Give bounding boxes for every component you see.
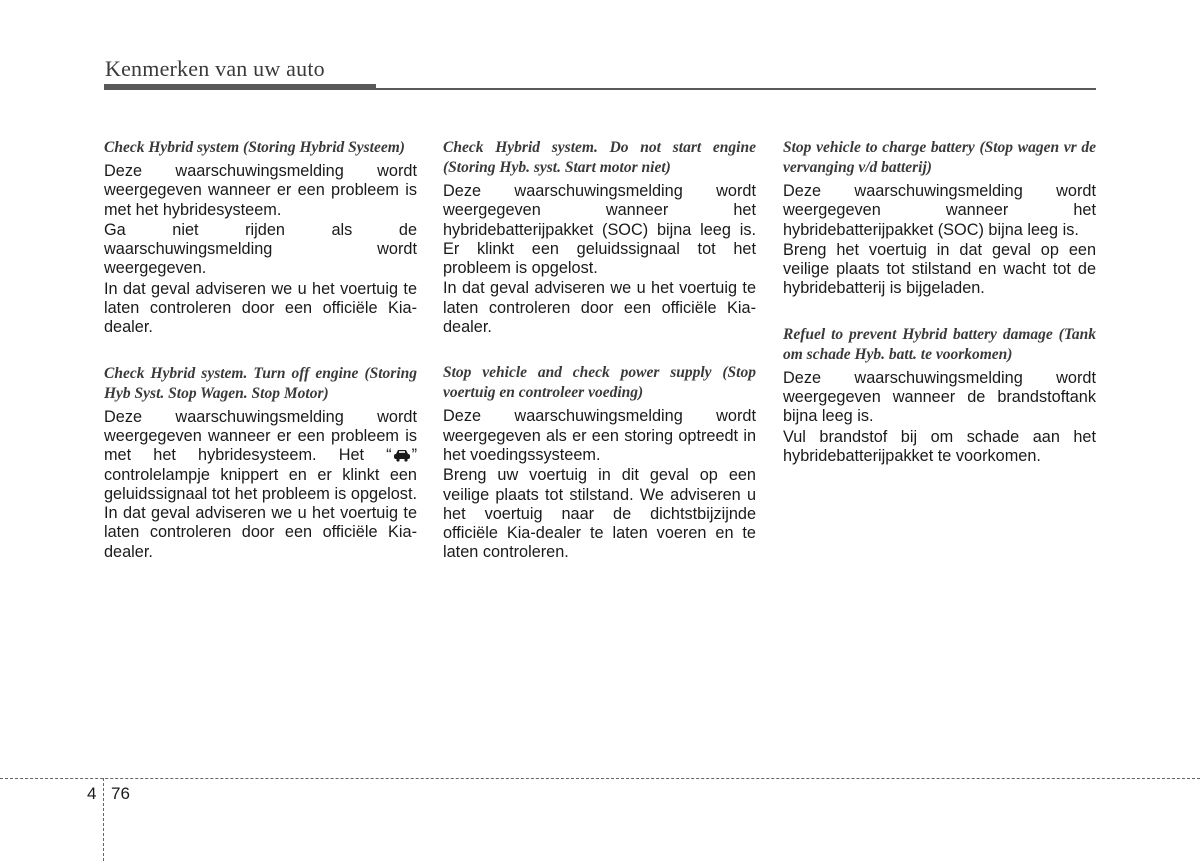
section-paragraph: Deze waarschuwingsmelding wordt weergegeven wanneer de brandstoftank bijna leeg is. xyxy=(783,368,1096,426)
section-title: Stop vehicle and check power supply (Stop voertuig en controleer voeding) xyxy=(443,364,756,402)
section-turn-off-engine xyxy=(104,364,417,562)
section-title: Stop vehicle to charge battery (Stop wagen vr de vervanging v/d batterij) xyxy=(783,139,1096,176)
section-paragraph: Deze waarschuwingsmelding wordt weergegeven wanneer het hybridebatterijpakket (SOC) bijna leeg is. Er klinkt een geluidssignaal tot het probleem is opgelost. xyxy=(443,182,756,278)
section-paragraph: In dat geval adviseren we u het voertuig te laten controleren door een officiële Kia-dealer. xyxy=(443,279,756,337)
section-title: Refuel to prevent Hybrid battery damage (Tank om schade Hyb. batt. te voorkomen) xyxy=(783,325,1096,363)
section-paragraph: Deze waarschuwingsmelding wordt weergegeven wanneer het hybridebatterijpakket (SOC) bijna leeg is. xyxy=(783,182,1096,239)
footer-dashed-vertical-rule xyxy=(103,778,104,861)
column-2 xyxy=(443,138,756,589)
section-paragraph xyxy=(104,408,417,562)
section-paragraph: Vul brandstof bij om schade aan het hybridebatterijpakket te voorkomen. xyxy=(783,427,1096,465)
column-3 xyxy=(783,138,1096,492)
section-do-not-start-engine xyxy=(443,138,756,337)
section-paragraph: Breng het voertuig in dat geval op een veilige plaats tot stilstand en wacht tot de hybridebatterij is bijgeladen. xyxy=(783,240,1096,298)
chapter-number: 4 xyxy=(87,784,97,803)
section-check-hybrid-system xyxy=(104,138,417,338)
hybrid-car-warning-icon xyxy=(392,448,412,462)
page-number: 76 xyxy=(111,784,130,803)
header-rule-thick xyxy=(104,84,376,90)
section-refuel xyxy=(783,325,1096,466)
paragraph-text-before-icon: Deze waarschuwingsmelding wordt weergegeven wanneer er een probleem is met het hybridesysteem. Het “ xyxy=(104,407,417,465)
section-paragraph: Deze waarschuwingsmelding wordt weergegeven als er een storing optreedt in het voedingssysteem. xyxy=(443,407,756,464)
header-rule-thin xyxy=(376,88,1096,90)
section-paragraph: Deze waarschuwingsmelding wordt weergegeven wanneer er een probleem is met het hybridesysteem. xyxy=(104,162,417,219)
section-charge-battery xyxy=(783,138,1096,299)
section-paragraph: Breng uw voertuig in dit geval op een veilige plaats tot stilstand. We adviseren u het voertuig naar de dichtstbijzijnde officiële Kia-dealer te laten voeren en te laten controleren. xyxy=(443,466,756,562)
section-title: Check Hybrid system. Turn off engine (Storing Hyb Syst. Stop Wagen. Stop Motor) xyxy=(104,364,417,402)
section-check-power-supply xyxy=(443,363,756,562)
section-title: Check Hybrid system (Storing Hybrid Systeem) xyxy=(104,139,405,156)
paragraph-text-after-icon: ” controlelampje knippert en er klinkt een geluidssignaal tot het probleem is opgelost. In dat geval adviseren we u het voertuig te laten controleren door een officiële Kia-dealer. xyxy=(104,446,417,561)
section-paragraph: Ga niet rijden als de waarschuwingsmelding wordt weergegeven. xyxy=(104,220,417,278)
column-1 xyxy=(104,138,417,588)
section-title: Check Hybrid system. Do not start engine (Storing Hyb. syst. Start motor niet) xyxy=(443,139,756,176)
section-paragraph: In dat geval adviseren we u het voertuig te laten controleren door een officiële Kia-dealer. xyxy=(104,279,417,337)
page-header-title: Kenmerken van uw auto xyxy=(105,56,325,81)
footer-dashed-rule xyxy=(0,778,1200,779)
